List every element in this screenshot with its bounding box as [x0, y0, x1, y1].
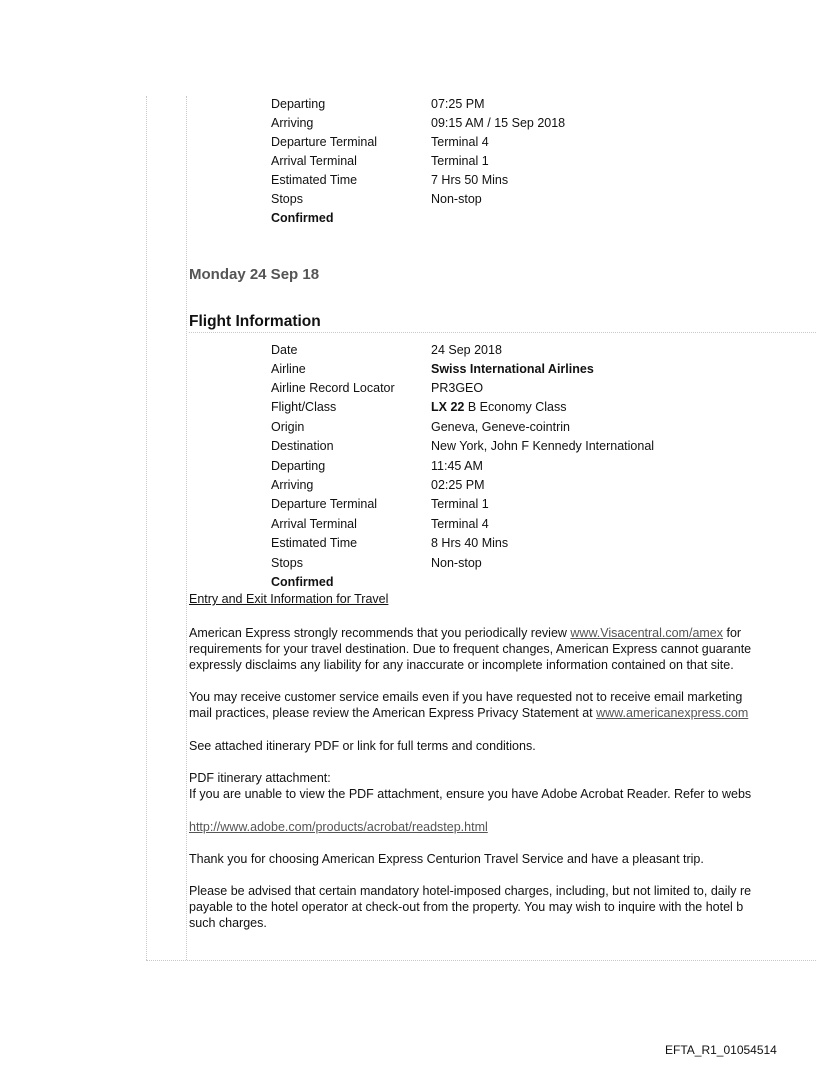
flight-class: B Economy Class — [464, 400, 567, 414]
adobe-link[interactable]: http://www.adobe.com/products/acrobat/readstep.html — [189, 820, 488, 834]
document-id: EFTA_R1_01054514 — [665, 1043, 777, 1057]
status-confirmed: Confirmed — [271, 575, 334, 589]
date-heading: Monday 24 Sep 18 — [189, 266, 320, 283]
flight-number: LX 22 — [431, 400, 465, 414]
terms-paragraph: See attached itinerary PDF or link for full terms and conditions. — [189, 739, 536, 753]
email-paragraph: You may receive customer service emails even if you have requested not to receive email marketing mail practices, please review the American Express Privacy Statement at www.americanexpress.com — [189, 690, 749, 720]
inner-border-left — [186, 96, 187, 960]
visacentral-link[interactable]: www.Visacentral.com/amex — [570, 626, 724, 640]
outer-border-bottom — [146, 960, 816, 961]
visa-paragraph: American Express strongly recommends that you periodically review www.Visacentral.com/amex for requirements for your travel destination. Due to frequent changes, American Express cannot guarante expressly disclaims any liability for any inaccurate or incomplete information contained on that site. — [189, 626, 752, 672]
privacy-statement-link[interactable]: www.americanexpress.com — [596, 706, 749, 720]
hotel-charges-paragraph: Please be advised that certain mandatory hotel-imposed charges, including, but not limited to, daily re payable to the hotel operator at check-out from the property. You may wish to inquire with the hotel b such charges. — [189, 884, 752, 930]
status-confirmed: Confirmed — [271, 211, 334, 225]
thank-you-paragraph: Thank you for choosing American Express Centurion Travel Service and have a pleasant trip. — [189, 852, 704, 866]
section-title: Flight Information — [189, 313, 816, 333]
pdf-paragraph: PDF itinerary attachment: If you are unable to view the PDF attachment, ensure you have Adobe Acrobat Reader. Refer to webs — [189, 771, 752, 801]
entry-exit-link[interactable]: Entry and Exit Information for Travel — [189, 592, 389, 606]
outer-border-left — [146, 96, 147, 960]
